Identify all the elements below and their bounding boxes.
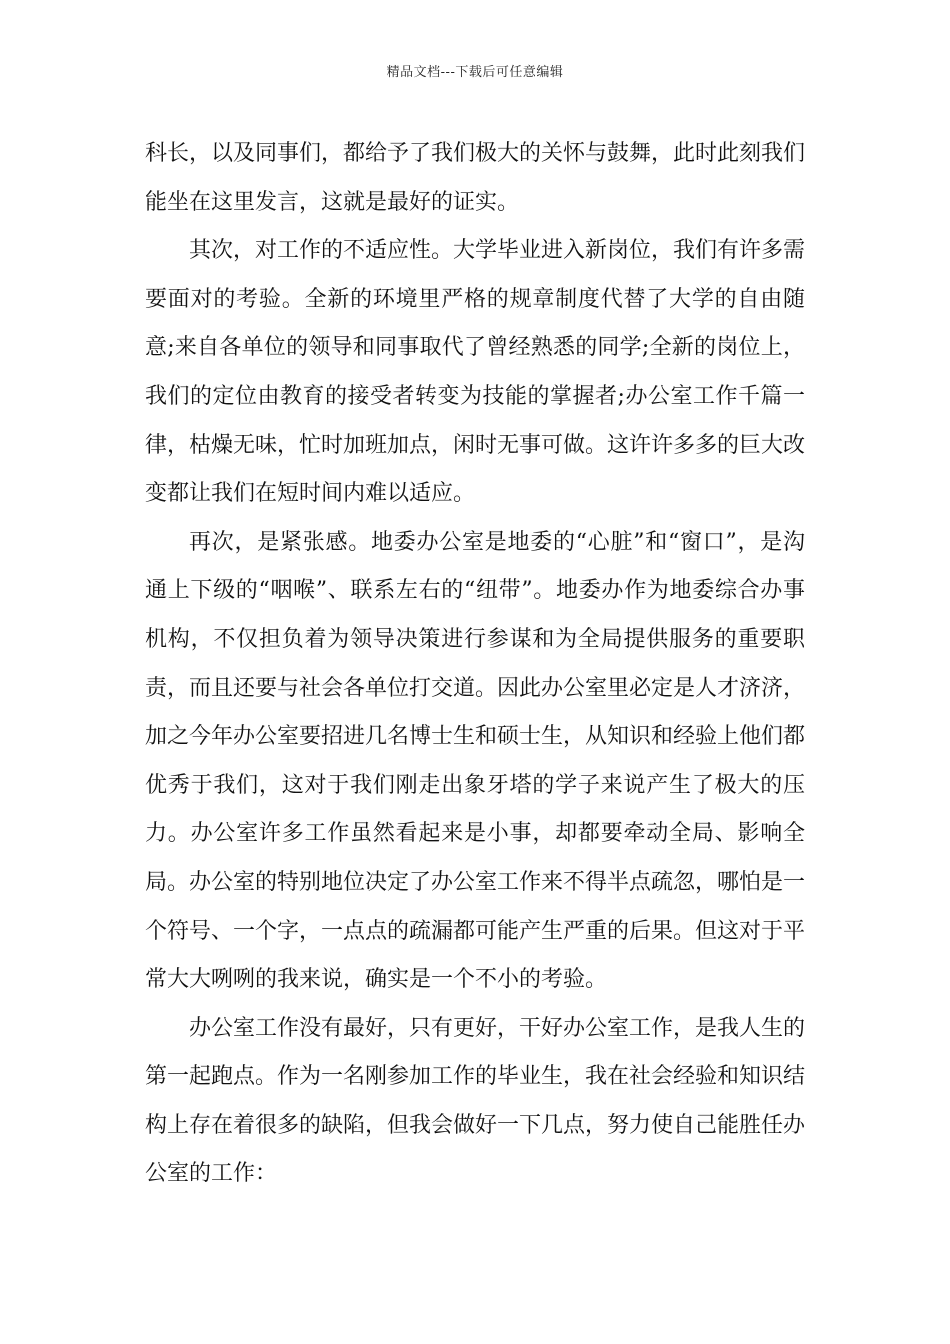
- document-body: [145, 130, 805, 1199]
- paragraph-tension: 再次，是紧张感。地委办公室是地委的“心脏”和“窗口”，是沟通上下级的“咽喉”、联系左右的“纽带”。地委办作为地委综合办事机构，不仅担负着为领导决策进行参谋和为全局提供服务的重要职责，而且还要与社会各单位打交道。因此办公室里必定是人才济济，加之今年办公室要招进几名博士生和硕士生，从知识和经验上他们都优秀于我们，这对于我们刚走出象牙塔的学子来说产生了极大的压力。办公室许多工作虽然看起来是小事，却都要牵动全局、影响全局。办公室的特别地位决定了办公室工作来不得半点疏忽，哪怕是一个符号、一个字，一点点的疏漏都可能产生严重的后果。但这对于平常大大咧咧的我来说，确实是一个不小的考验。: [145, 529, 806, 993]
- paragraph-resolution: 办公室工作没有最好，只有更好，干好办公室工作，是我人生的第一起跑点。作为一名刚参加工作的毕业生，我在社会经验和知识结构上存在着很多的缺陷，但我会做好一下几点，努力使自己能胜任办公室的工作：: [145, 1015, 806, 1187]
- page-header: 精品文档---下载后可任意编辑: [386, 65, 564, 80]
- paragraph-continuation: 科长，以及同事们，都给予了我们极大的关怀与鼓舞，此时此刻我们能坐在这里发言，这就是最好的证实。: [145, 141, 806, 215]
- paragraph-maladjustment: 其次，对工作的不适应性。大学毕业进入新岗位，我们有许多需要面对的考验。全新的环境里严格的规章制度代替了大学的自由随意;来自各单位的领导和同事取代了曾经熟悉的同学;全新的岗位上，我们的定位由教育的接受者转变为技能的掌握者;办公室工作千篇一律，枯燥无味，忙时加班加点，闲时无事可做。这许许多多的巨大改变都让我们在短时间内难以适应。: [145, 238, 806, 507]
